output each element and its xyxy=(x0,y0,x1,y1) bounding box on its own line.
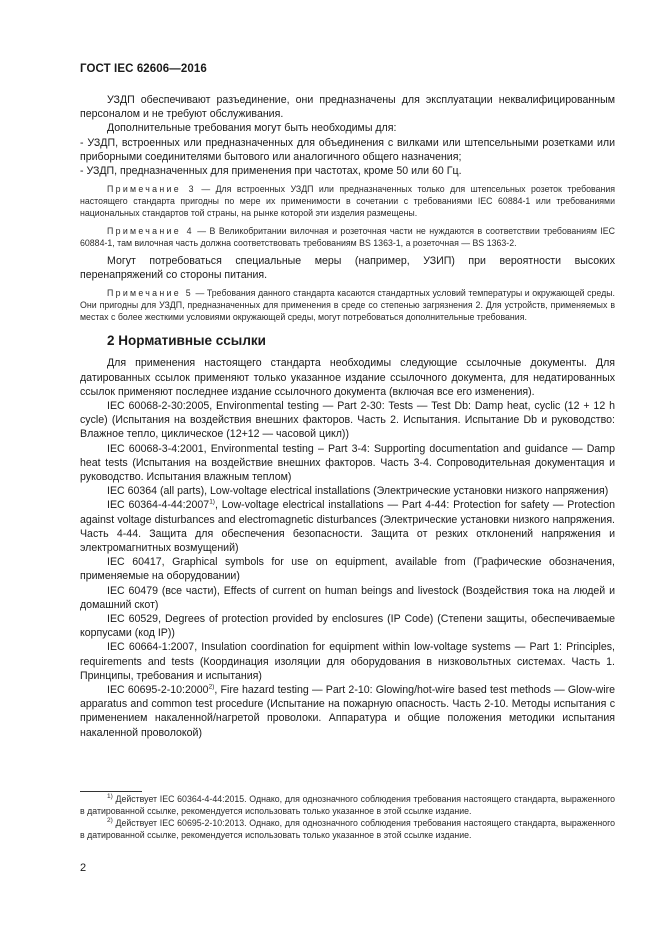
note-5 xyxy=(80,287,615,323)
requirements-list xyxy=(80,136,615,179)
list-item: - УЗДП, встроенных или предназначенных для объединения с вилками или штепсельными розетками или приборными соединителями бытового или аналогичного общего назначения; xyxy=(80,136,615,163)
reference-item: IEC 60068-2-30:2005, Environmental testing — Part 2-30: Tests — Test Db: Damp heat, cyclic (12 + 12 h cycle) (Испытания на воздействия внешних факторов. Часть 2. Испытания. Испытание Db и руководство: Влажное тепло, циклическое (12+12 — часовой цикл)) xyxy=(80,399,615,441)
overvoltage-paragraph: Могут потребоваться специальные меры (например, УЗИП) при вероятности высоких перенапряжений со стороны питания. xyxy=(80,254,615,281)
note-4-label: Примечание 4 xyxy=(107,225,194,236)
footnote-divider xyxy=(80,791,142,792)
footnote-ref-1: 1) xyxy=(209,498,215,506)
note-4-text: — В Великобритании вилочная и розеточная части не нуждаются в соответствии требованиям IEC 60884-1, там вилочная часть должна соответствовать требованиям BS 1363-1, а розеточная — BS 1363-2. xyxy=(80,225,615,248)
page-content xyxy=(80,93,615,740)
reference-item: IEC 60068-3-4:2001, Environmental testing – Part 3-4: Supporting documentation and guidance — Damp heat tests (Испытания на воздействие внешних факторов. Часть 3-4. Сопроводительная документация и руководство. Испытания влажным теплом) xyxy=(80,442,615,483)
intro-paragraph-1: УЗДП обеспечивают разъединение, они предназначены для эксплуатации неквалифицированным персоналом и не требуют обслуживания. xyxy=(80,94,615,121)
note-5-label: Примечание 5 xyxy=(107,288,193,299)
reference-text: , Fire hazard testing — Part 2-10: Glowing/hot-wire based test methods — Glow-wire apparatus and common test procedure (Испытание на пожарную опасность. Часть 2-10. Методы испытания с применением накаленной/нагретой проволоки. Аппаратура и общие положения методики испытания накаленной проволокой) xyxy=(80,684,615,739)
reference-item: IEC 60479 (все части), Effects of current on human beings and livestock (Воздействия тока на людей и домашний скот) xyxy=(80,584,615,611)
reference-item: IEC 60529, Degrees of protection provided by enclosures (IP Code) (Степени защиты, обеспечиваемые корпусами (код IP)) xyxy=(80,613,615,640)
section-2-intro: Для применения настоящего стандарта необходимы следующие ссылочные документы. Для датированных ссылок применяют только указанное издание ссылочного документа, для недатированных ссылок применяют последнее издание ссылочного документа (включая все его изменения). xyxy=(80,357,615,398)
footnote-2-text: Действует IEC 60695-2-10:2013. Однако, для однозначного соблюдения требования настоящего стандарта, выраженного в датированной ссылке, рекомендуется использовать только указанное в этой ссылке издание. xyxy=(80,818,615,841)
page-number: 2 xyxy=(80,862,87,874)
note-3 xyxy=(80,183,615,219)
footnote-2 xyxy=(80,817,615,841)
reference-item: IEC 60364 (all parts), Low-voltage electrical installations (Электрические установки низкого напряжения) xyxy=(107,485,609,498)
document-header: ГОСТ IEC 62606—2016 xyxy=(80,63,207,75)
reference-item: IEC 60664-1:2007, Insulation coordination for equipment within low-voltage systems — Part 1: Principles, requirements and tests (Координация изоляции для оборудования в низковольтных системах. Часть 1. Принципы, требования и испытания) xyxy=(80,641,615,682)
intro-paragraph-2: Дополнительные требования могут быть необходимы для: xyxy=(107,122,397,135)
reference-item xyxy=(80,683,615,740)
note-3-label: Примечание 3 xyxy=(107,184,196,195)
reference-code: IEC 60364-4-44:2007 xyxy=(107,499,210,512)
footnote-1-mark: 1) xyxy=(107,793,113,801)
section-2-title: 2 Нормативные ссылки xyxy=(107,333,266,349)
list-item: - УЗДП, предназначенных для применения при частотах, кроме 50 или 60 Гц. xyxy=(80,165,462,178)
footnote-2-mark: 2) xyxy=(107,817,113,825)
reference-text: , Low-voltage electrical installations — Part 4-44: Protection for safety — Protection against voltage disturbances and electromagnetic disturbances (Электрические установки низкого напряжения. Часть 4-44. Защита для обеспечения безопасности. Защита от резких отклонений напряжения и электромагнитных возмущений) xyxy=(80,499,615,555)
footnotes xyxy=(80,793,615,841)
note-5-text: — Требования данного стандарта касаются стандартных условий температуры и окружающей среды. Они пригодны для УЗДП, предназначенных для применения в среде со степенью загрязнения 2. Для устройств, применяемых в местах с более жесткими условиями окружающей среды, могут потребоваться дополнительные требования. xyxy=(80,288,615,323)
footnote-1-text: Действует IEC 60364-4-44:2015. Однако, для однозначного соблюдения требования настоящего стандарта, выраженного в датированной ссылке, рекомендуется использовать только указанное в этой ссылке издание. xyxy=(80,794,615,817)
footnote-1 xyxy=(80,793,615,817)
reference-item xyxy=(80,498,615,555)
note-3-text: — Для встроенных УЗДП или предназначенных только для штепсельных розеток требования настоящего стандарта пригодны по мере их применимости в сочетании с требованиями IEC 60884-1 или требованиями национальных стандартов той страны, на рынке которой эти изделия размещены. xyxy=(80,184,615,219)
note-4 xyxy=(80,225,615,249)
footnote-ref-2: 2) xyxy=(208,683,215,691)
reference-item: IEC 60417, Graphical symbols for use on equipment, available from (Графические обозначения, применяемые на оборудовании) xyxy=(80,556,615,583)
reference-code: IEC 60695-2-10:2000 xyxy=(107,684,209,697)
